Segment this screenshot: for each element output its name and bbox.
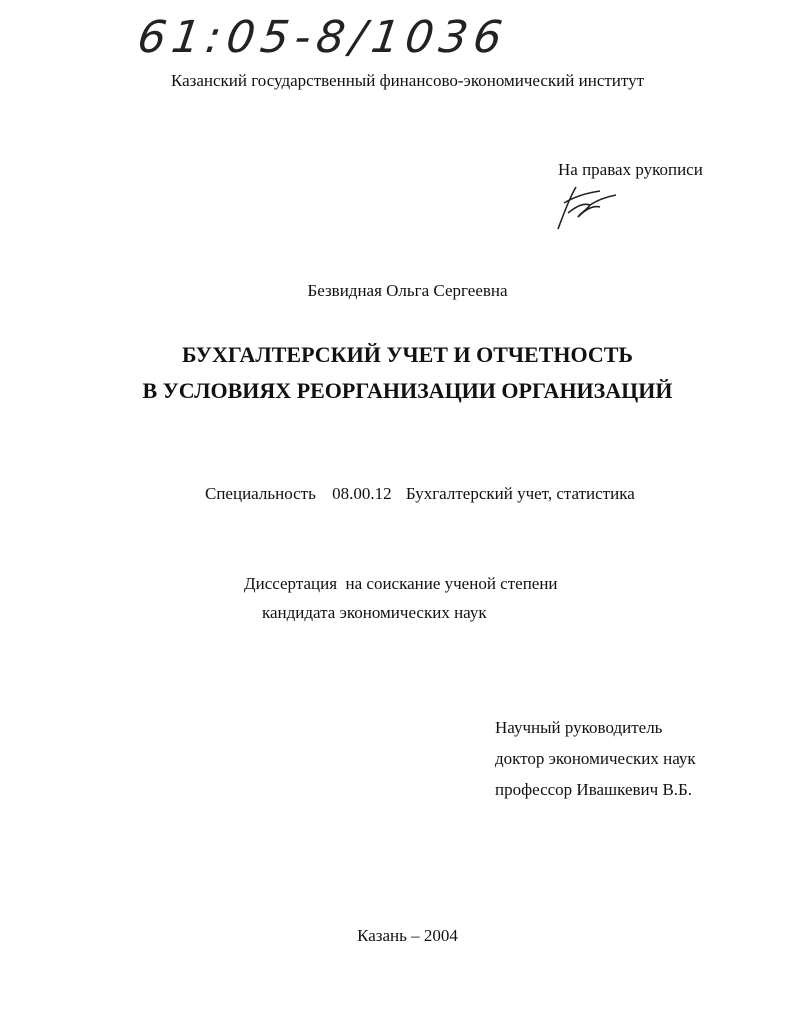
degree-line-2: кандидата экономических наук: [262, 603, 487, 622]
specialty: [205, 485, 635, 502]
title-line-1: БУХГАЛТЕРСКИЙ УЧЕТ И ОТЧЕТНОСТЬ: [182, 342, 633, 367]
supervisor-line-1: Научный руководитель: [495, 718, 663, 737]
supervisor-line-3: профессор Ивашкевич В.Б.: [495, 780, 693, 799]
degree-line-1: Диссертация на соискание ученой степени: [244, 574, 558, 593]
supervisor-line-2: доктор экономических наук: [495, 749, 696, 768]
institution: Казанский государственный финансово-экономический институт: [170, 71, 645, 90]
title-line-2: В УСЛОВИЯХ РЕОРГАНИЗАЦИИ ОРГАНИЗАЦИЙ: [142, 378, 673, 403]
signature: [550, 183, 630, 233]
place-year: Казань – 2004: [357, 926, 458, 945]
handwritten-registry-number: 61:05-8/1036: [134, 12, 512, 63]
specialty-name: Бухгалтерский учет, статистика: [405, 484, 635, 503]
author-name: Безвидная Ольга Сергеевна: [307, 281, 508, 300]
specialty-code: 08.00.12: [332, 484, 392, 503]
manuscript-rights-note: На правах рукописи: [558, 160, 703, 179]
specialty-label: Специальность: [205, 484, 316, 503]
